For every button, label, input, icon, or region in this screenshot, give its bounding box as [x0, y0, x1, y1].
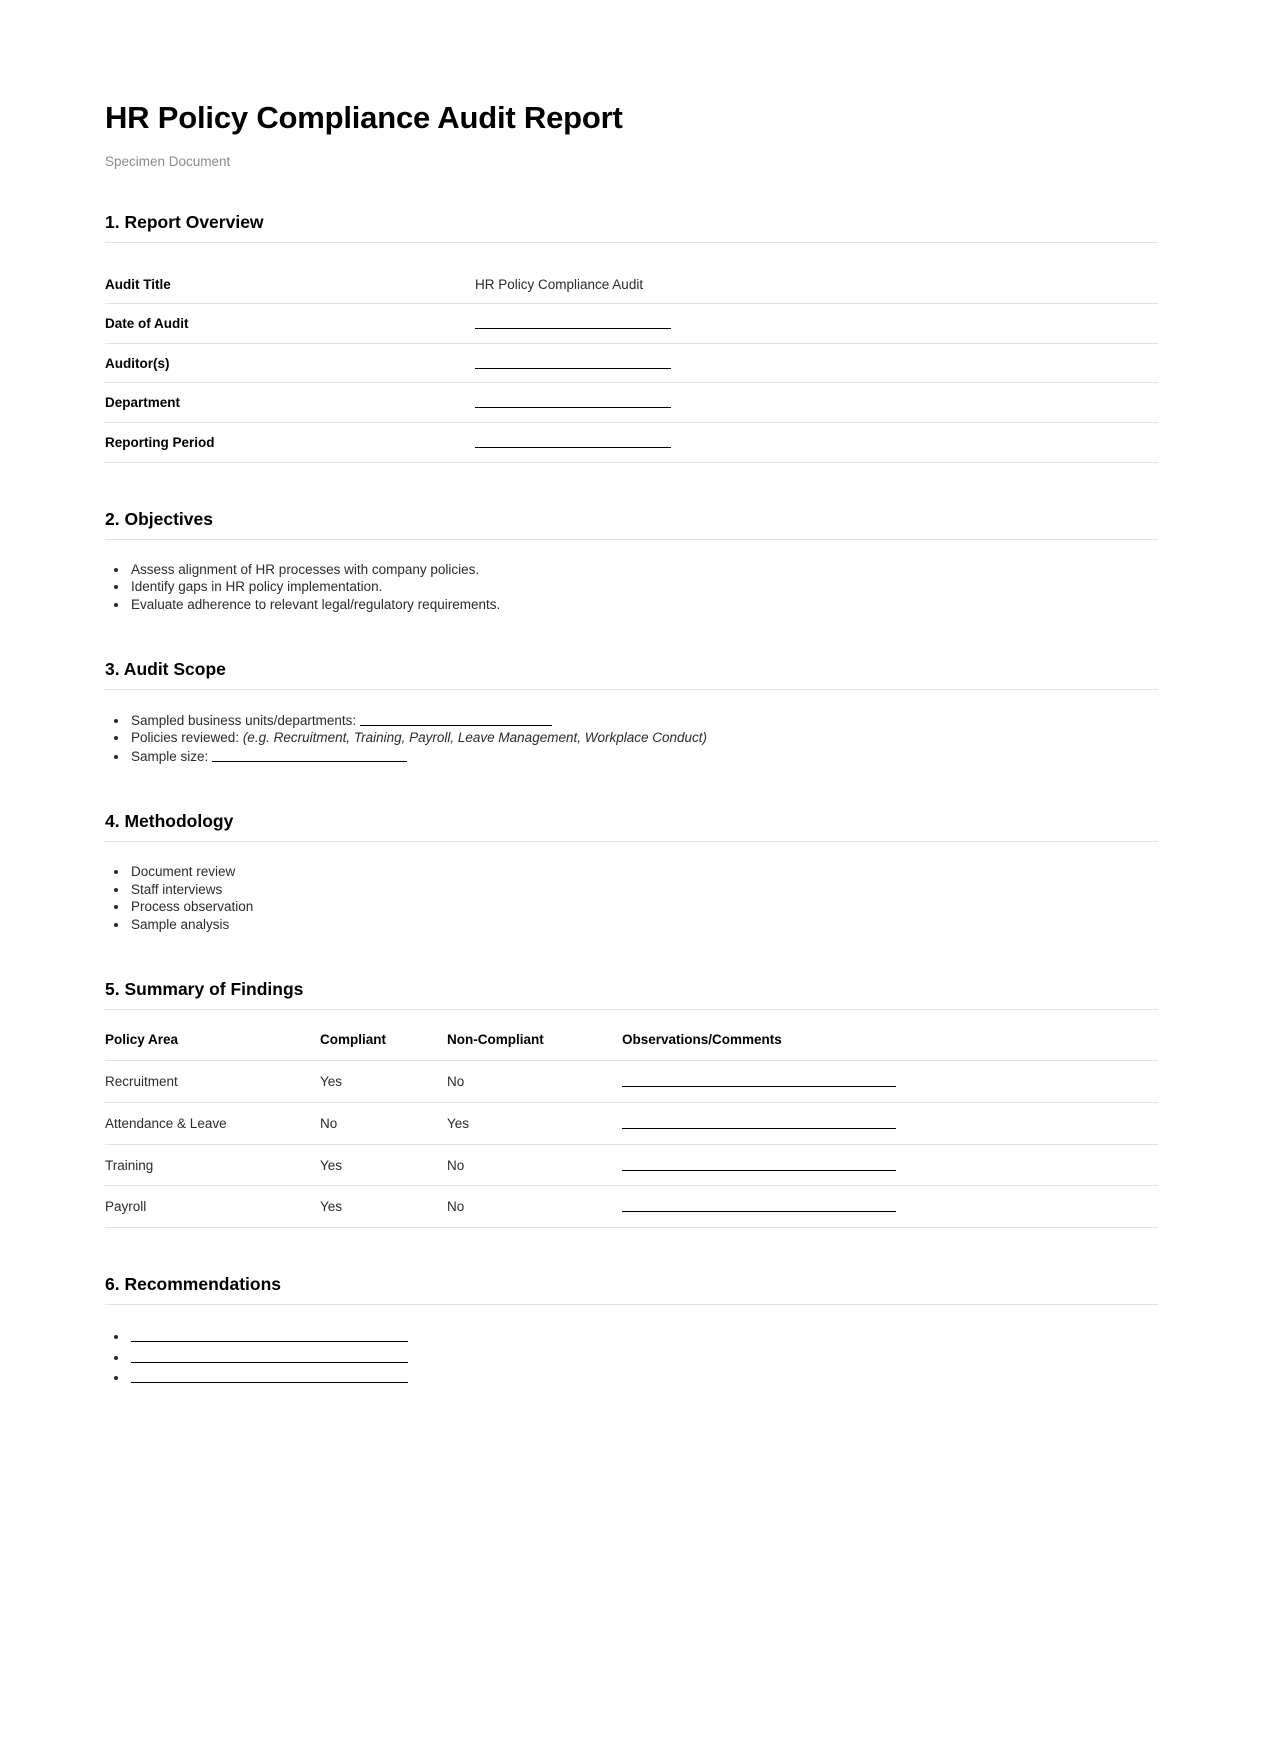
objectives-list: [105, 562, 1158, 613]
cell-policy-area: Attendance & Leave: [105, 1102, 320, 1144]
table-row: [105, 304, 1158, 344]
cell-non-compliant: No: [447, 1144, 622, 1186]
table-header-row: [105, 1032, 1158, 1061]
list-item: • Identify gaps in HR policy implementation.: [129, 579, 1158, 595]
spacer: [105, 1238, 1158, 1274]
spacer: [105, 775, 1158, 811]
section-divider: [105, 1009, 1158, 1010]
list-item[interactable]: [129, 1327, 1158, 1348]
section-summary-of-findings: [105, 979, 1158, 1227]
spacer: [105, 473, 1158, 509]
section-divider: [105, 242, 1158, 243]
section-recommendations: [105, 1274, 1158, 1390]
blank-line[interactable]: [475, 355, 671, 369]
list-item: • Sample analysis: [129, 917, 1158, 933]
list-item: [129, 712, 1158, 729]
field-label: Date of Audit: [105, 304, 475, 344]
list-item[interactable]: [129, 1368, 1158, 1389]
field-value-blank[interactable]: [475, 304, 1158, 344]
list-item[interactable]: [129, 1348, 1158, 1369]
blank-line[interactable]: [622, 1115, 896, 1129]
list-item: • Assess alignment of HR processes with company policies.: [129, 562, 1158, 578]
section-divider: [105, 1304, 1158, 1305]
table-row: [105, 383, 1158, 423]
section-objectives: [105, 509, 1158, 613]
document-content: [105, 100, 1158, 1389]
section-heading-summary-of-findings: 5. Summary of Findings: [105, 979, 304, 1000]
blank-line[interactable]: [131, 1349, 408, 1363]
methodology-list: [105, 864, 1158, 933]
table-row: [105, 423, 1158, 463]
list-item: • Process observation: [129, 899, 1158, 915]
section-divider: [105, 539, 1158, 540]
cell-policy-area: Payroll: [105, 1186, 320, 1228]
table-row: [105, 265, 1158, 304]
cell-policy-area: Training: [105, 1144, 320, 1186]
cell-non-compliant: No: [447, 1186, 622, 1228]
column-header-compliant: Compliant: [320, 1032, 447, 1061]
table-row: [105, 343, 1158, 383]
table-row: [105, 1144, 1158, 1186]
page-title: HR Policy Compliance Audit Report: [105, 100, 623, 135]
section-report-overview: [105, 212, 1158, 463]
field-label: Department: [105, 383, 475, 423]
blank-line[interactable]: [475, 434, 671, 448]
blank-line[interactable]: [212, 748, 407, 762]
audit-scope-list: [105, 712, 1158, 765]
section-heading-methodology: 4. Methodology: [105, 811, 234, 832]
table-row: [105, 1061, 1158, 1103]
cell-policy-area: Recruitment: [105, 1061, 320, 1103]
section-methodology: [105, 811, 1158, 933]
column-header-non-compliant: Non-Compliant: [447, 1032, 622, 1061]
field-value-blank[interactable]: [475, 343, 1158, 383]
cell-observations[interactable]: [622, 1102, 1158, 1144]
section-heading-recommendations: 6. Recommendations: [105, 1273, 282, 1294]
spacer: [105, 943, 1158, 979]
cell-compliant: No: [320, 1102, 447, 1144]
blank-line[interactable]: [360, 712, 552, 726]
field-value-blank[interactable]: [475, 383, 1158, 423]
blank-line[interactable]: [475, 394, 671, 408]
column-header-observations: Observations/Comments: [622, 1032, 1158, 1061]
field-label: Audit Title: [105, 265, 475, 304]
scope-example-text: (e.g. Recruitment, Training, Payroll, Leave Management, Workplace Conduct): [242, 730, 708, 746]
field-label: Reporting Period: [105, 423, 475, 463]
scope-label: Sample size:: [131, 748, 209, 764]
field-value-blank[interactable]: [475, 423, 1158, 463]
table-row: [105, 1102, 1158, 1144]
list-item: • Staff interviews: [129, 882, 1158, 898]
list-item: [129, 730, 1158, 746]
blank-line[interactable]: [131, 1328, 408, 1342]
section-heading-objectives: 2. Objectives: [105, 508, 213, 529]
section-divider: [105, 689, 1158, 690]
recommendations-list: [105, 1327, 1158, 1390]
column-header-policy-area: Policy Area: [105, 1032, 320, 1061]
section-divider: [105, 841, 1158, 842]
blank-line[interactable]: [475, 315, 671, 329]
blank-line[interactable]: [622, 1157, 896, 1171]
section-audit-scope: [105, 659, 1158, 765]
document-subtitle: Specimen Document: [105, 153, 231, 169]
list-item: [129, 748, 1158, 765]
field-value: HR Policy Compliance Audit: [475, 265, 1158, 304]
table-row: [105, 1186, 1158, 1228]
cell-compliant: Yes: [320, 1186, 447, 1228]
scope-label: Policies reviewed:: [131, 730, 240, 746]
report-overview-table: [105, 265, 1158, 463]
list-item: • Evaluate adherence to relevant legal/regulatory requirements.: [129, 597, 1158, 613]
cell-observations[interactable]: [622, 1186, 1158, 1228]
cell-observations[interactable]: [622, 1144, 1158, 1186]
section-heading-report-overview: 1. Report Overview: [105, 211, 264, 232]
blank-line[interactable]: [622, 1073, 896, 1087]
blank-line[interactable]: [622, 1198, 896, 1212]
cell-compliant: Yes: [320, 1061, 447, 1103]
scope-label: Sampled business units/departments:: [131, 712, 357, 728]
spacer: [105, 623, 1158, 659]
cell-non-compliant: No: [447, 1061, 622, 1103]
field-label: Auditor(s): [105, 343, 475, 383]
cell-compliant: Yes: [320, 1144, 447, 1186]
blank-line[interactable]: [131, 1369, 408, 1383]
cell-non-compliant: Yes: [447, 1102, 622, 1144]
cell-observations[interactable]: [622, 1061, 1158, 1103]
list-item: • Document review: [129, 864, 1158, 880]
section-heading-audit-scope: 3. Audit Scope: [105, 658, 226, 679]
findings-table: [105, 1032, 1158, 1227]
